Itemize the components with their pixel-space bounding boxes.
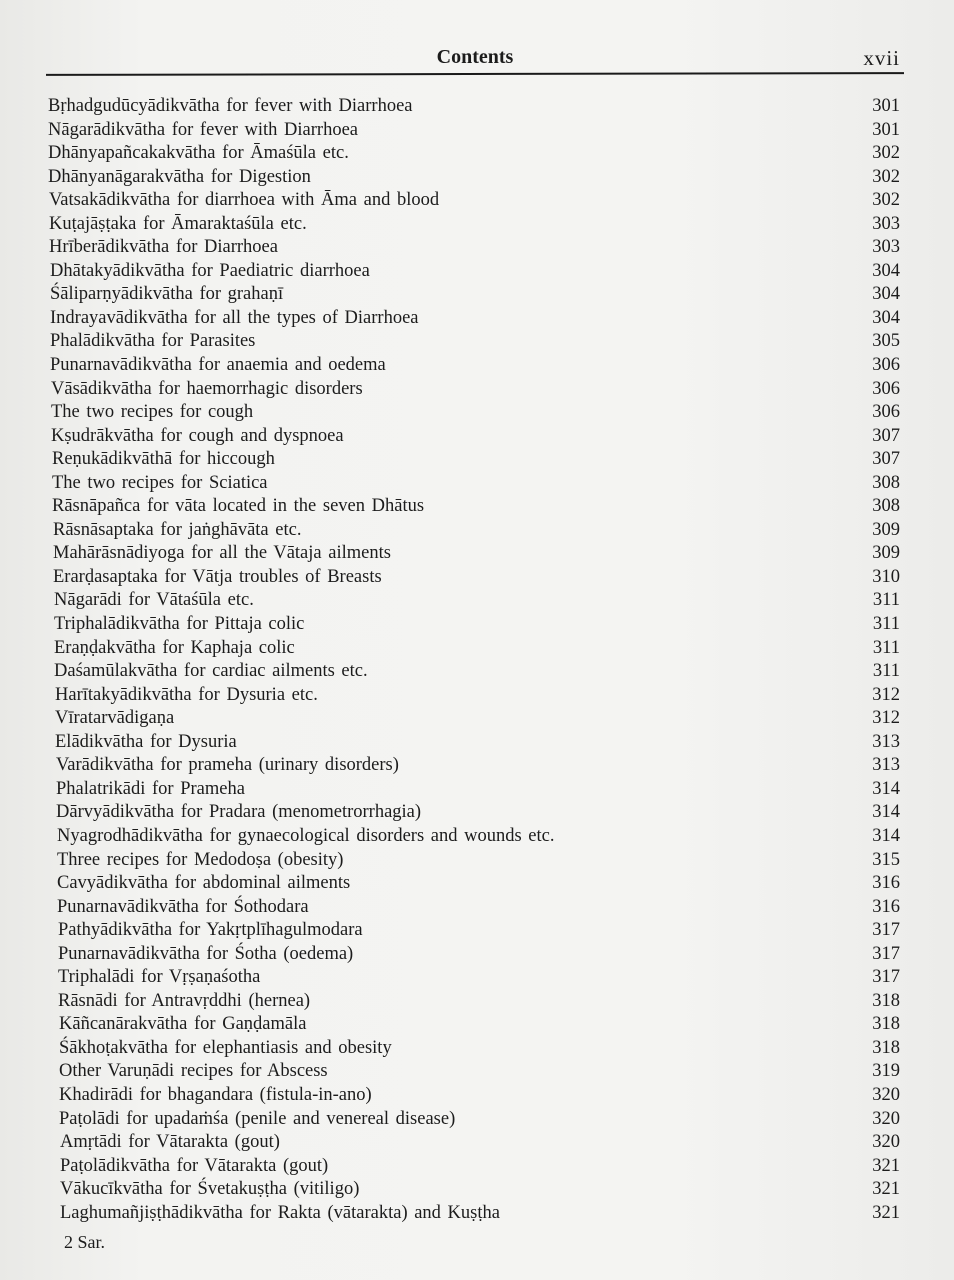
toc-entry bbox=[48, 896, 904, 920]
page-header bbox=[48, 44, 902, 74]
entry-title: Phalatrikādi for Prameha bbox=[56, 778, 245, 799]
entry-title: Kṣudrākvātha for cough and dyspnoea bbox=[51, 425, 344, 446]
entry-page: 314 bbox=[872, 825, 900, 846]
entry-page: 306 bbox=[872, 378, 900, 399]
entry-page: 310 bbox=[872, 566, 900, 587]
entry-page: 321 bbox=[872, 1179, 900, 1200]
entry-title: Vāsādikvātha for haemorrhagic disorders bbox=[51, 378, 363, 399]
entry-title: Paṭolādi for upadaṁśa (penile and venereal disease) bbox=[59, 1108, 456, 1129]
entry-title: Śāliparṇyādikvātha for grahaṇī bbox=[50, 284, 284, 305]
toc-entry bbox=[48, 731, 904, 755]
entry-page: 301 bbox=[872, 96, 900, 116]
toc-entry bbox=[48, 1060, 904, 1084]
entry-page: 308 bbox=[872, 472, 900, 493]
entry-page: 311 bbox=[872, 661, 900, 682]
toc-entry bbox=[48, 354, 904, 378]
toc-entry bbox=[48, 1013, 904, 1037]
toc-entry bbox=[48, 189, 904, 213]
entry-page: 318 bbox=[872, 1014, 900, 1035]
entry-page: 313 bbox=[872, 731, 900, 752]
entry-page: 303 bbox=[872, 237, 900, 258]
entry-page: 317 bbox=[872, 943, 900, 964]
entry-page: 320 bbox=[872, 1132, 900, 1153]
entry-page: 306 bbox=[872, 355, 900, 376]
entry-page: 321 bbox=[872, 1155, 900, 1176]
toc-entry bbox=[48, 825, 904, 849]
toc-entry bbox=[48, 1178, 904, 1202]
toc-entry bbox=[48, 943, 904, 967]
toc-entry bbox=[48, 1131, 904, 1155]
entry-page: 314 bbox=[872, 778, 900, 799]
toc-entry bbox=[48, 213, 904, 237]
entry-title: Three recipes for Medodoṣa (obesity) bbox=[57, 849, 344, 870]
entry-title: Paṭolādikvātha for Vātarakta (gout) bbox=[60, 1155, 329, 1176]
entry-page: 318 bbox=[872, 990, 900, 1011]
toc-entry bbox=[48, 613, 904, 637]
entry-title: Nāgarādikvātha for fever with Diarrhoea bbox=[48, 119, 359, 140]
entry-page: 313 bbox=[872, 755, 900, 776]
entry-title: Nāgarādi for Vātaśūla etc. bbox=[54, 590, 254, 611]
entry-title: Harītakyādikvātha for Dysuria etc. bbox=[55, 684, 318, 705]
entry-title: Varādikvātha for prameha (urinary disorders) bbox=[56, 755, 399, 776]
entry-title: Dhātakyādikvātha for Paediatric diarrhoea bbox=[50, 260, 370, 281]
entry-page: 318 bbox=[872, 1037, 900, 1058]
entry-page: 317 bbox=[872, 967, 900, 988]
entry-page: 302 bbox=[872, 166, 900, 187]
toc-entry bbox=[48, 966, 904, 990]
entry-page: 306 bbox=[872, 402, 900, 423]
entry-title: Triphalādikvātha for Pittaja colic bbox=[54, 614, 305, 635]
page-title: Contents bbox=[436, 46, 514, 68]
entry-page: 317 bbox=[872, 920, 900, 941]
toc-entry bbox=[48, 801, 904, 825]
toc-entry bbox=[48, 707, 904, 731]
toc-entry bbox=[48, 95, 904, 119]
entry-page: 303 bbox=[872, 213, 900, 234]
entry-title: The two recipes for Sciatica bbox=[52, 472, 268, 493]
toc-entry bbox=[48, 589, 904, 613]
entry-page: 319 bbox=[872, 1061, 900, 1082]
entry-page: 311 bbox=[872, 637, 900, 658]
entry-title: Punarnavādikvātha for Śothodara bbox=[57, 896, 309, 917]
toc-entry bbox=[48, 660, 904, 684]
entry-title: Daśamūlakvātha for cardiac ailments etc. bbox=[54, 661, 368, 682]
entry-title: Erarḍasaptaka for Vātja troubles of Breasts bbox=[53, 566, 382, 587]
entry-title: Vatsakādikvātha for diarrhoea with Āma and blood bbox=[49, 190, 440, 211]
entry-title: Indrayavādikvātha for all the types of Diarrhoea bbox=[50, 307, 419, 328]
entry-title: Dārvyādikvātha for Pradara (menometrorrhagia) bbox=[56, 802, 422, 823]
toc-entry bbox=[48, 378, 904, 402]
toc-entry bbox=[48, 990, 904, 1014]
contents-list bbox=[48, 95, 904, 1225]
toc-entry bbox=[48, 166, 904, 190]
entry-title: Nyagrodhādikvātha for gynaecological disorders and wounds etc. bbox=[57, 825, 555, 846]
entry-title: Hrīberādikvātha for Diarrhoea bbox=[49, 237, 278, 258]
toc-entry bbox=[48, 307, 904, 331]
toc-entry bbox=[48, 566, 904, 590]
entry-title: The two recipes for cough bbox=[51, 402, 254, 423]
toc-entry bbox=[48, 754, 904, 778]
toc-entry bbox=[48, 637, 904, 661]
entry-page: 308 bbox=[872, 496, 900, 517]
entry-title: Rāsnādi for Antravṛddhi (hernea) bbox=[58, 990, 311, 1011]
entry-title: Punarnavādikvātha for Śotha (oedema) bbox=[58, 943, 354, 964]
entry-page: 312 bbox=[872, 684, 900, 705]
toc-entry bbox=[48, 1037, 904, 1061]
toc-entry bbox=[48, 448, 904, 472]
entry-title: Triphalādi for Vṛṣaṇaśotha bbox=[58, 967, 261, 988]
toc-entry bbox=[48, 472, 904, 496]
header-rule bbox=[46, 72, 904, 76]
entry-title: Amṛtādi for Vātarakta (gout) bbox=[60, 1132, 280, 1153]
entry-title: Bṛhadgudūcyādikvātha for fever with Diarrhoea bbox=[48, 96, 413, 116]
entry-page: 307 bbox=[872, 449, 900, 470]
entry-title: Laghumañjiṣṭhādikvātha for Rakta (vātarakta) and Kuṣṭha bbox=[60, 1202, 500, 1223]
toc-entry bbox=[48, 1155, 904, 1179]
entry-title: Elādikvātha for Dysuria bbox=[55, 731, 237, 752]
entry-title: Cavyādikvātha for abdominal ailments bbox=[57, 873, 351, 894]
toc-entry bbox=[48, 919, 904, 943]
entry-title: Rāsnāsaptaka for jaṅghāvāta etc. bbox=[53, 519, 302, 540]
entry-page: 304 bbox=[872, 260, 900, 281]
entry-page: 309 bbox=[872, 543, 900, 564]
entry-page: 314 bbox=[872, 802, 900, 823]
entry-title: Dhānyapañcakakvātha for Āmaśūla etc. bbox=[48, 143, 349, 164]
entry-title: Vākucīkvātha for Śvetakuṣṭha (vitiligo) bbox=[60, 1179, 360, 1200]
entry-page: 316 bbox=[872, 896, 900, 917]
toc-entry bbox=[48, 236, 904, 260]
entry-page: 321 bbox=[872, 1202, 900, 1223]
entry-page: 316 bbox=[872, 873, 900, 894]
entry-page: 307 bbox=[872, 425, 900, 446]
entry-title: Vīratarvādigaṇa bbox=[55, 708, 175, 729]
page-number: xvii bbox=[863, 46, 900, 70]
toc-entry bbox=[48, 778, 904, 802]
entry-title: Reṇukādikvāthā for hiccough bbox=[52, 449, 275, 470]
toc-entry bbox=[48, 1202, 904, 1226]
entry-title: Śākhoṭakvātha for elephantiasis and obesity bbox=[59, 1037, 392, 1058]
toc-entry bbox=[48, 283, 904, 307]
toc-entry bbox=[48, 401, 904, 425]
entry-title: Kuṭajāṣṭaka for Āmaraktaśūla etc. bbox=[49, 213, 307, 234]
entry-page: 302 bbox=[872, 143, 900, 164]
entry-title: Phalādikvātha for Parasites bbox=[50, 331, 256, 352]
entry-page: 309 bbox=[872, 519, 900, 540]
toc-entry bbox=[48, 1084, 904, 1108]
toc-entry bbox=[48, 684, 904, 708]
toc-entry bbox=[48, 142, 904, 166]
entry-page: 305 bbox=[872, 331, 900, 352]
entry-page: 315 bbox=[872, 849, 900, 870]
entry-title: Dhānyanāgarakvātha for Digestion bbox=[48, 166, 311, 187]
entry-title: Pathyādikvātha for Yakṛtplīhagulmodara bbox=[58, 920, 363, 941]
entry-title: Kāñcanārakvātha for Gaṇḍamāla bbox=[59, 1014, 307, 1035]
toc-entry bbox=[48, 425, 904, 449]
entry-title: Punarnavādikvātha for anaemia and oedema bbox=[50, 355, 386, 376]
toc-entry bbox=[48, 495, 904, 519]
entry-page: 312 bbox=[872, 708, 900, 729]
entry-page: 311 bbox=[872, 614, 900, 635]
toc-entry bbox=[48, 542, 904, 566]
entry-page: 320 bbox=[872, 1108, 900, 1129]
entry-title: Other Varuṇādi recipes for Abscess bbox=[59, 1061, 328, 1082]
entry-page: 301 bbox=[872, 119, 900, 140]
entry-title: Eraṇḍakvātha for Kaphaja colic bbox=[54, 637, 295, 658]
entry-page: 311 bbox=[872, 590, 900, 611]
entry-title: Rāsnāpañca for vāta located in the seven Dhātus bbox=[52, 496, 425, 517]
entry-page: 302 bbox=[872, 190, 900, 211]
toc-entry bbox=[48, 119, 904, 143]
entry-page: 304 bbox=[872, 307, 900, 328]
toc-entry bbox=[48, 849, 904, 873]
toc-entry bbox=[48, 260, 904, 284]
toc-entry bbox=[48, 330, 904, 354]
toc-entry bbox=[48, 519, 904, 543]
toc-entry bbox=[48, 1108, 904, 1132]
entry-title: Khadirādi for bhagandara (fistula-in-ano) bbox=[59, 1084, 372, 1105]
toc-entry bbox=[48, 872, 904, 896]
entry-page: 320 bbox=[872, 1084, 900, 1105]
signature-mark: 2 Sar. bbox=[64, 1232, 106, 1252]
entry-page: 304 bbox=[872, 284, 900, 305]
entry-title: Mahārāsnādiyoga for all the Vātaja ailments bbox=[53, 543, 391, 564]
